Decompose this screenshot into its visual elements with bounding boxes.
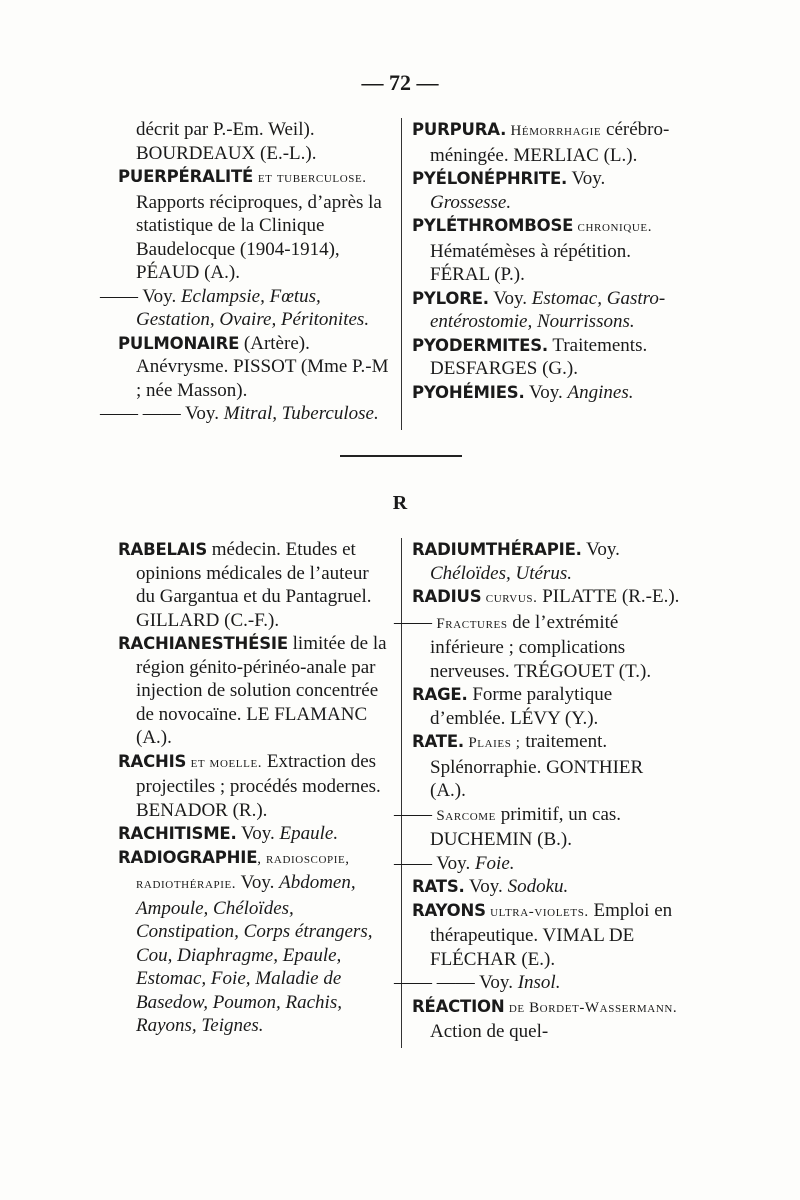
cross-reference: Grossesse. bbox=[430, 191, 512, 213]
entry-text: (Artère). Anévrysme. PISSOT (Mme P.-M ; née Masson). bbox=[136, 332, 389, 401]
entry-text: limitée de la région génito-périnéo-anale par injection de solution concentrée de novocaïne. LE FLAMANC (A.). bbox=[136, 633, 387, 748]
entry-subhead: Fractures bbox=[432, 615, 508, 632]
repeat-dash: —— bbox=[100, 285, 138, 307]
headword: RATS. bbox=[412, 877, 465, 896]
entry-text: Voy. bbox=[488, 287, 532, 309]
entry-rate-sarcome bbox=[394, 803, 682, 852]
page-number: — 72 — bbox=[361, 70, 439, 95]
headword: RAGE. bbox=[412, 685, 468, 704]
headword: RÉACTION bbox=[412, 996, 505, 1016]
entry-radiographie bbox=[118, 846, 392, 1038]
entry-text: Emploi en thérapeutique. VIMAL DE FLÉCHAR (E.). bbox=[430, 899, 673, 970]
cross-reference: Insol. bbox=[517, 972, 561, 993]
entry-text: Voy. bbox=[524, 381, 568, 403]
entry-puerperalite-see bbox=[100, 285, 390, 332]
column-top-right bbox=[412, 118, 682, 404]
entry-purpura bbox=[412, 118, 682, 167]
entry-pyohemies bbox=[412, 381, 682, 405]
column-bottom-left bbox=[118, 538, 392, 1038]
headword: RADIUS bbox=[412, 587, 482, 606]
cross-reference: Abdomen, Ampoule, Chéloïdes, Constipation, Corps étrangers, Cou, Diaphragme, Epaule, Estomac, Foie, Maladie de Basedow, Poumon, Rachis, Rayons, Teignes. bbox=[136, 872, 373, 1036]
column-top-left bbox=[100, 118, 390, 426]
cross-reference: Estomac, Gastro-entérostomie, Nourrissons. bbox=[430, 287, 666, 332]
entry-subhead: , radioscopie, radiothérapie. bbox=[136, 850, 350, 892]
entry-rachis bbox=[118, 750, 392, 823]
entry-rate-see bbox=[394, 852, 682, 876]
entry-subhead: et moelle. bbox=[186, 754, 263, 771]
entry-radius-fractures bbox=[394, 611, 682, 684]
headword: RABELAIS bbox=[118, 540, 208, 559]
entry-pylethrombose bbox=[412, 214, 682, 287]
entry-text: Voy. bbox=[581, 539, 620, 560]
entry-subhead: Plaies ; bbox=[464, 735, 521, 751]
headword: PYODERMITES. bbox=[412, 335, 548, 355]
entry-subhead: chronique. bbox=[573, 219, 653, 235]
headword: PYLORE. bbox=[412, 288, 489, 308]
entry-rayons bbox=[412, 899, 682, 972]
entry-subhead: curvus. bbox=[481, 590, 538, 606]
entry-pylore bbox=[412, 287, 682, 334]
entry-text: Voy. bbox=[236, 823, 280, 844]
cross-reference: Angines. bbox=[567, 381, 634, 403]
entry-text: PILATTE (R.-E.). bbox=[537, 586, 680, 607]
entry-rayons-see bbox=[394, 971, 682, 995]
headword: RACHIANESTHÉSIE bbox=[118, 634, 288, 653]
entry-text: cérébro-méningée. MERLIAC (L.). bbox=[430, 119, 670, 166]
headword: PUERPÉRALITÉ bbox=[118, 167, 254, 186]
entry-rabelais bbox=[118, 538, 392, 632]
entry-text: Voy. bbox=[567, 168, 606, 189]
entry-text: médecin. Etudes et opinions médicales de l’auteur du Gargantua et du Pantagruel. GILLARD (C.-F.). bbox=[136, 539, 372, 631]
headword: RACHITISME. bbox=[118, 824, 237, 843]
entry-rachitisme bbox=[118, 822, 392, 846]
repeat-dash: —— bbox=[394, 852, 432, 874]
entry-pyelonephrite bbox=[412, 167, 682, 214]
entry-rage bbox=[412, 683, 682, 730]
entry-rachianesthesie bbox=[118, 632, 392, 750]
entry-text: Voy. bbox=[236, 872, 280, 893]
headword: RADIUMTHÉRAPIE. bbox=[412, 540, 582, 559]
headword: PYÉLONÉPHRITE. bbox=[412, 169, 568, 188]
section-letter: R bbox=[392, 492, 408, 514]
cross-reference: Eclampsie, Fœtus, Gestation, Ovaire, Péritonites. bbox=[136, 285, 370, 330]
entry-text: Action de quel- bbox=[430, 1021, 549, 1042]
entry-text: Voy. bbox=[432, 852, 475, 874]
headword: PYLÉTHROMBOSE bbox=[412, 216, 574, 235]
entry-pyodermites bbox=[412, 334, 682, 381]
headword: RATE. bbox=[412, 732, 464, 751]
entry-rate bbox=[412, 730, 682, 803]
entry-reaction bbox=[412, 995, 682, 1044]
entry-continuation bbox=[118, 118, 390, 165]
entry-text: Extraction des projectiles ; procédés modernes. BENADOR (R.). bbox=[136, 750, 381, 821]
headword: PURPURA. bbox=[412, 120, 507, 139]
cross-reference: Epaule. bbox=[279, 823, 339, 844]
entry-subhead: et tuberculose. bbox=[257, 170, 367, 186]
entry-text: Voy. bbox=[138, 285, 181, 307]
entry-subhead: ultra-violets. bbox=[485, 903, 589, 920]
entry-text: traitement. Splénorraphie. GONTHIER (A.). bbox=[430, 731, 644, 801]
entry-radiumtherapie bbox=[412, 538, 682, 585]
entry-radius bbox=[412, 585, 682, 611]
headword: RACHIS bbox=[118, 751, 187, 771]
repeat-dash: —— bbox=[394, 611, 432, 633]
entry-text: Forme paralytique d’emblée. LÉVY (Y.). bbox=[430, 684, 613, 729]
entry-text: Hématémèses à répétition. FÉRAL (P.). bbox=[430, 240, 632, 285]
entry-puerperalite bbox=[118, 165, 390, 285]
cross-reference: Sodoku. bbox=[507, 876, 569, 897]
repeat-dash: —— —— bbox=[100, 403, 181, 424]
column-divider-top bbox=[401, 118, 402, 430]
repeat-dash: —— —— bbox=[394, 972, 475, 993]
repeat-dash: —— bbox=[394, 803, 432, 825]
entry-subhead: de Bordet-Wassermann. bbox=[504, 999, 678, 1016]
cross-reference: Foie. bbox=[474, 852, 515, 874]
headword: PULMONAIRE bbox=[118, 333, 240, 353]
entry-text: Voy. bbox=[474, 972, 518, 993]
entry-text: primitif, un cas. DUCHEMIN (B.). bbox=[430, 803, 622, 850]
cross-reference: Chéloïdes, Utérus. bbox=[430, 562, 572, 584]
entry-subhead: Sarcome bbox=[432, 807, 496, 824]
entry-text: Voy. bbox=[464, 876, 508, 897]
entry-text: de l’extrémité inférieure ; complications nerveuses. TRÉGOUET (T.). bbox=[430, 611, 652, 682]
section-divider bbox=[340, 455, 462, 457]
headword: RAYONS bbox=[412, 900, 486, 920]
entry-pulmonaire bbox=[118, 332, 390, 403]
column-bottom-right bbox=[394, 538, 682, 1044]
cross-reference: Mitral, Tuberculose. bbox=[223, 403, 379, 424]
entry-text: décrit par P.-Em. Weil). BOURDEAUX (E.-L.). bbox=[136, 119, 317, 164]
entry-text: Traitements. DESFARGES (G.). bbox=[430, 334, 648, 379]
entry-text: Voy. bbox=[180, 403, 224, 424]
entry-pulmonaire-see bbox=[100, 402, 390, 426]
headword: RADIOGRAPHIE bbox=[118, 847, 258, 867]
entry-rats bbox=[412, 875, 682, 899]
entry-subhead: Hémorrhagie bbox=[506, 123, 602, 139]
headword: PYOHÉMIES. bbox=[412, 382, 525, 402]
entry-text: Rapports réciproques, d’après la statistique de la Clinique Baudelocque (1904-1914), PÉAUD (A.). bbox=[136, 191, 382, 283]
